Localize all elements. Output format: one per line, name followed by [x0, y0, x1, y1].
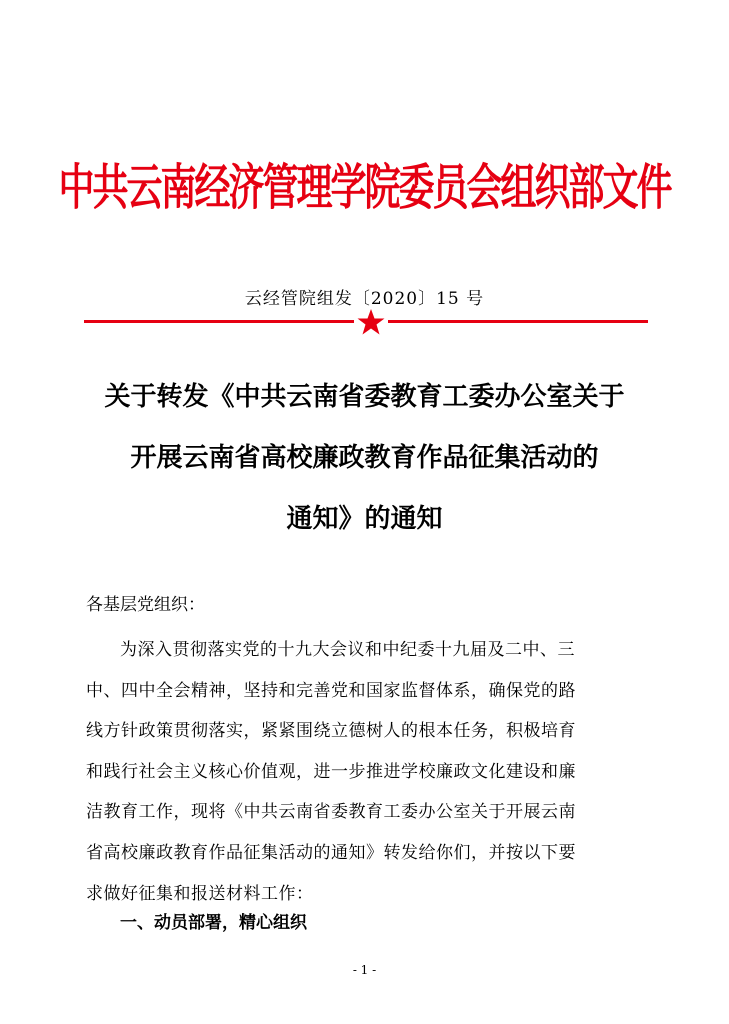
paragraph-line: 中、四中全会精神，坚持和完善党和国家监督体系，确保党的路 [86, 680, 576, 701]
body-paragraph [86, 630, 648, 914]
document-number: 云经管院组发〔2020〕15 号 [244, 289, 485, 309]
section-heading: 一、动员部署，精心组织 [120, 913, 307, 933]
document-masthead: 中共云南经济管理学院委员会组织部文件 [58, 159, 671, 217]
document-title-line-1: 关于转发《中共云南省委教育工委办公室关于 [104, 382, 625, 412]
paragraph-line: 和践行社会主义核心价值观，进一步推进学校廉政文化建设和廉 [86, 761, 576, 782]
paragraph-line: 线方针政策贯彻落实，紧紧围绕立德树人的根本任务，积极培育 [86, 721, 576, 742]
star-icon [356, 307, 386, 337]
page-number: - 1 - [352, 963, 377, 977]
salutation: 各基层党组织： [86, 595, 205, 615]
red-divider-left [84, 320, 354, 323]
document-title-line-2: 开展云南省高校廉政教育作品征集活动的 [130, 443, 599, 473]
red-divider-right [388, 320, 648, 323]
paragraph-line: 求做好征集和报送材料工作： [86, 883, 314, 904]
document-title-line-3: 通知》的通知 [286, 504, 443, 534]
paragraph-line: 洁教育工作，现将《中共云南省委教育工委办公室关于开展云南 [86, 802, 576, 823]
paragraph-line: 省高校廉政教育作品征集活动的通知》转发给你们，并按以下要 [86, 842, 576, 863]
paragraph-line: 为深入贯彻落实党的十九大会议和中纪委十九届及二中、三 [120, 640, 575, 660]
